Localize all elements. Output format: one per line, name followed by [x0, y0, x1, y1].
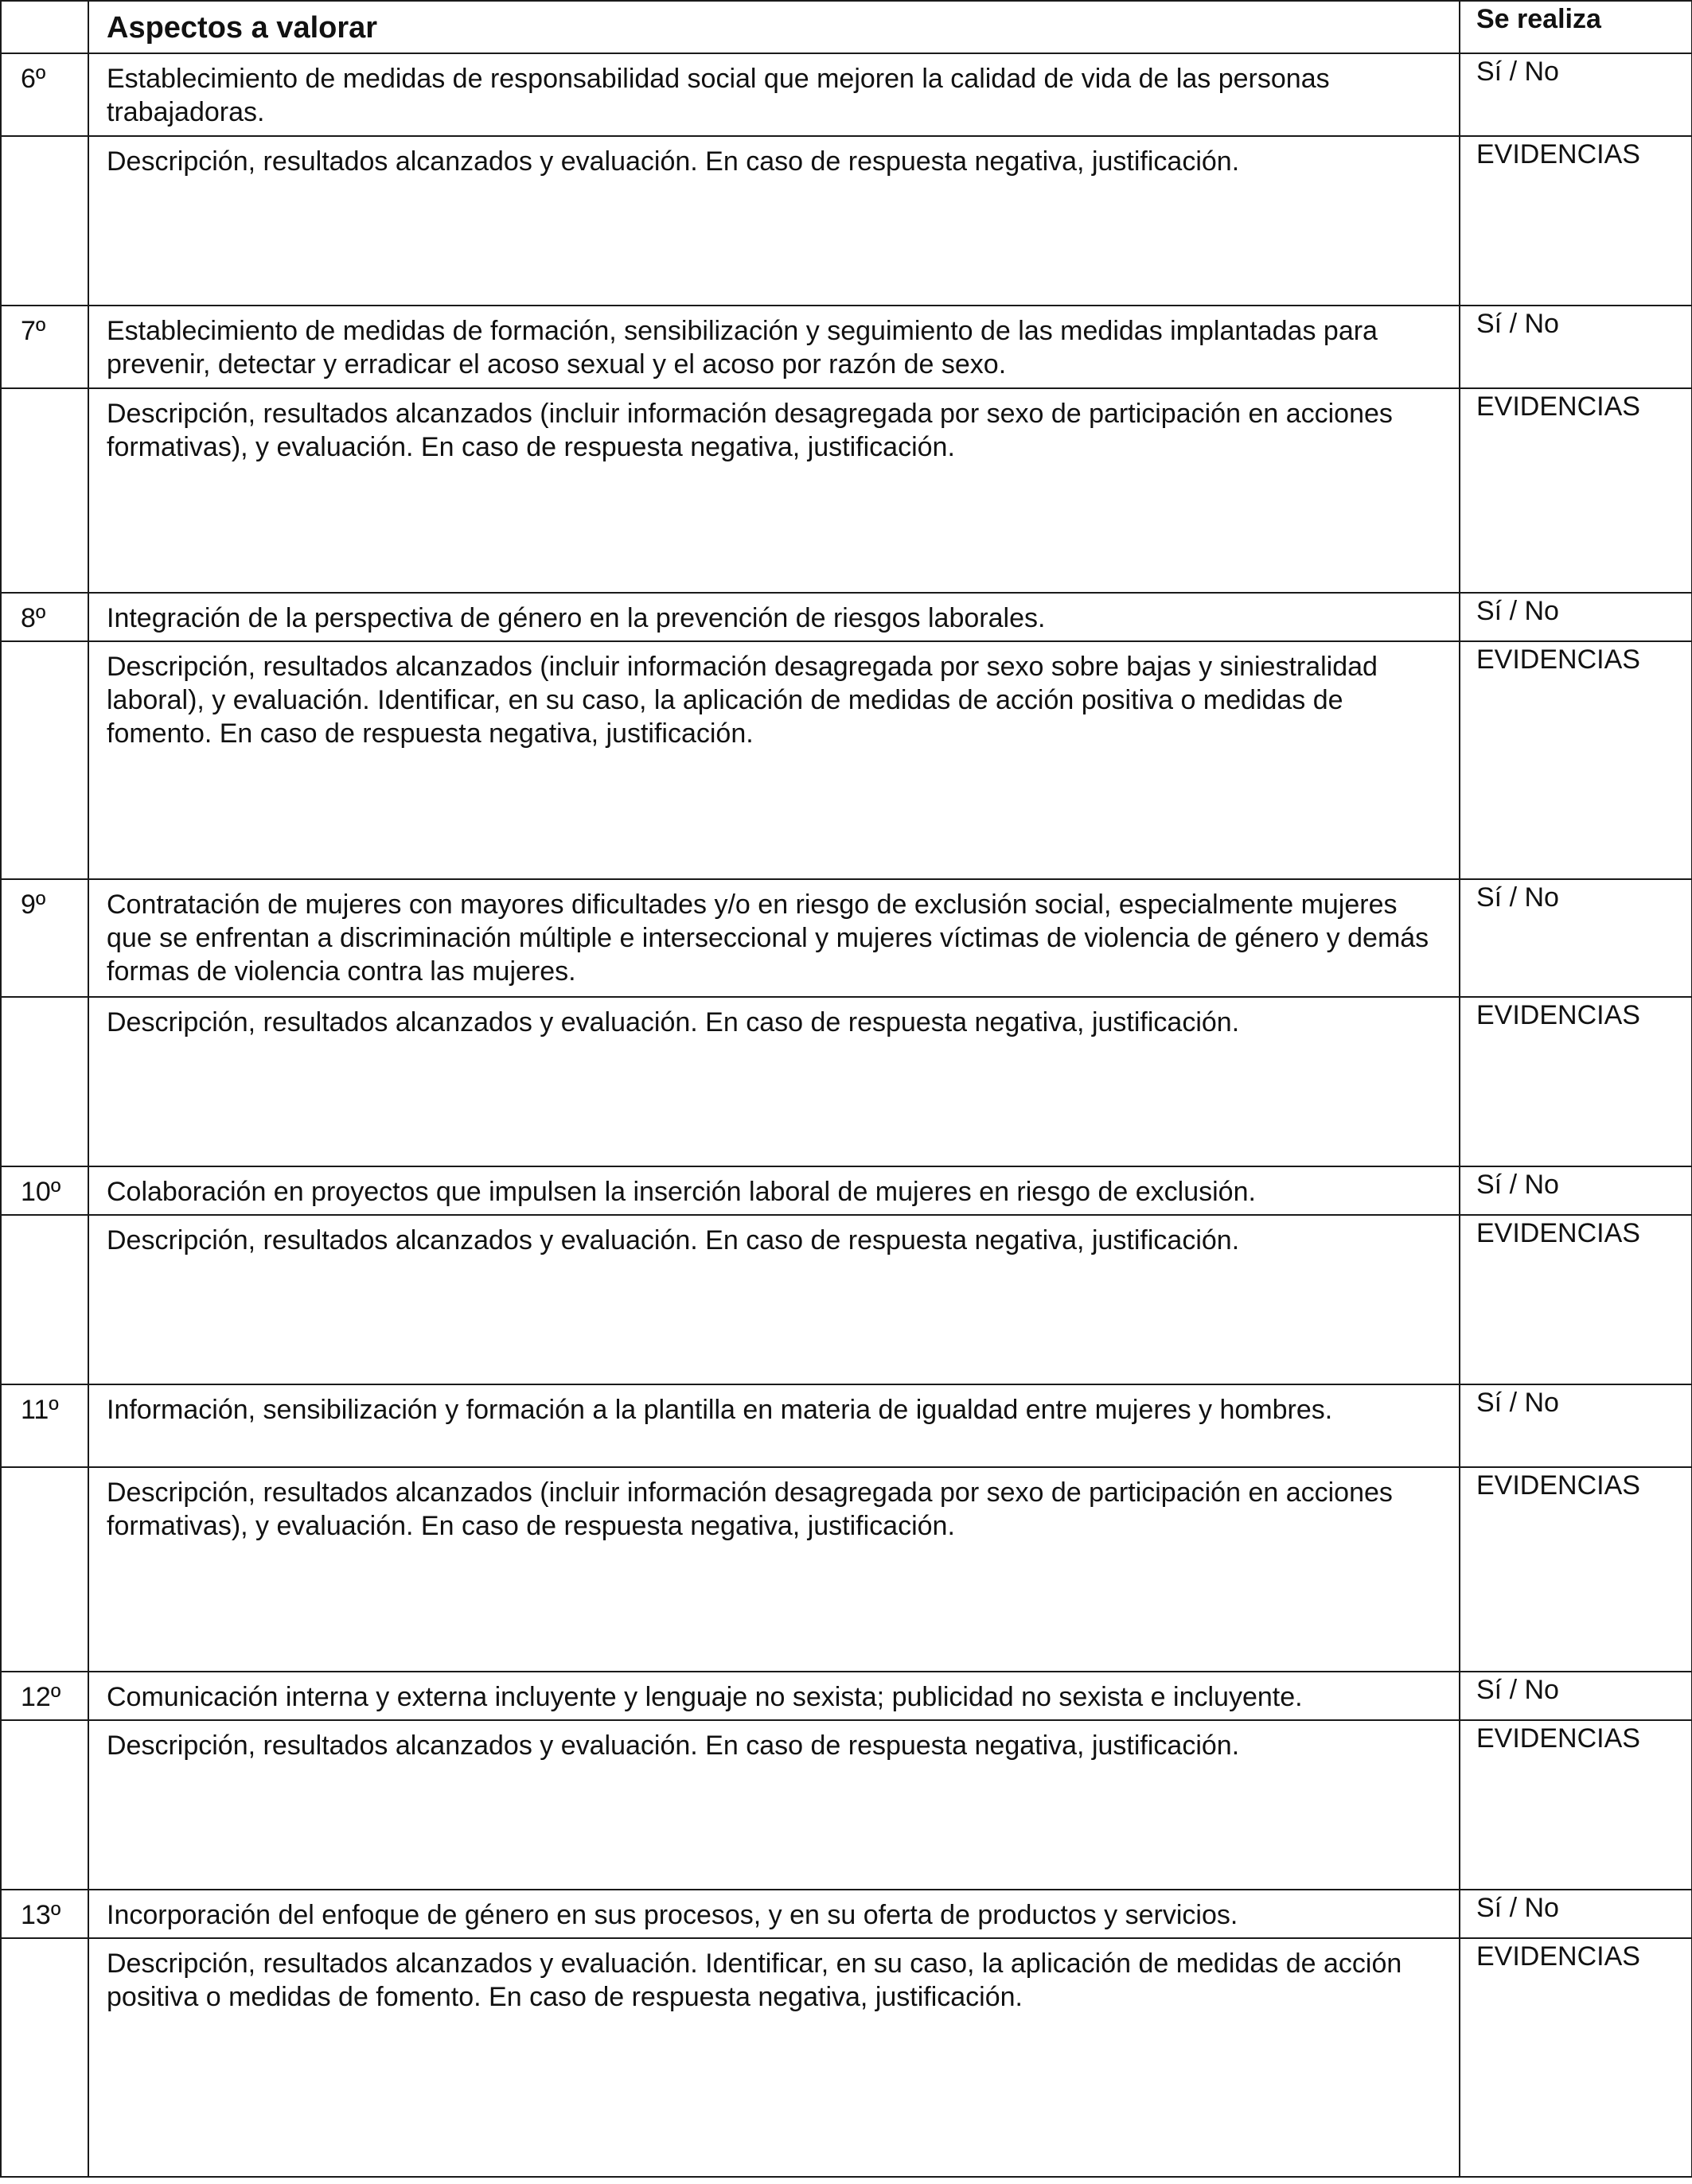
description-field[interactable]: Descripción, resultados alcanzados (incluir información desagregada por sexo sobre bajas y siniestralidad laboral), y evaluación. Identificar, en su caso, la aplicación de medidas de acción positiva o medidas de fomento. En caso de respuesta negativa, justificación.: [88, 641, 1460, 879]
description-row: [1, 1938, 1692, 2177]
yes-no-field[interactable]: Sí / No: [1460, 593, 1692, 641]
evidence-field[interactable]: EVIDENCIAS: [1460, 1938, 1692, 2177]
evidence-field[interactable]: EVIDENCIAS: [1460, 997, 1692, 1166]
aspect-row: [1, 879, 1692, 997]
description-field[interactable]: Descripción, resultados alcanzados y evaluación. En caso de respuesta negativa, justificación.: [88, 136, 1460, 306]
empty-number-cell: [1, 641, 88, 879]
yes-no-field[interactable]: Sí / No: [1460, 879, 1692, 997]
item-number: 9º: [1, 879, 88, 997]
aspect-text: Contratación de mujeres con mayores dificultades y/o en riesgo de exclusión social, especialmente mujeres que se enfrentan a discriminación múltiple e interseccional y mujeres víctimas de violencia de género y demás formas de violencia contra las mujeres.: [88, 879, 1460, 997]
item-number: 12º: [1, 1672, 88, 1720]
header-done-cell: Se realiza: [1460, 1, 1692, 53]
item-number: 8º: [1, 593, 88, 641]
aspect-text: Incorporación del enfoque de género en sus procesos, y en su oferta de productos y servicios.: [88, 1890, 1460, 1938]
item-number: 10º: [1, 1166, 88, 1215]
description-field[interactable]: Descripción, resultados alcanzados y evaluación. En caso de respuesta negativa, justificación.: [88, 1720, 1460, 1890]
item-number: 13º: [1, 1890, 88, 1938]
yes-no-field[interactable]: Sí / No: [1460, 53, 1692, 136]
evidence-field[interactable]: EVIDENCIAS: [1460, 1215, 1692, 1384]
description-field[interactable]: Descripción, resultados alcanzados y evaluación. En caso de respuesta negativa, justificación.: [88, 997, 1460, 1166]
description-field[interactable]: Descripción, resultados alcanzados (incluir información desagregada por sexo de participación en acciones formativas), y evaluación. En caso de respuesta negativa, justificación.: [88, 1467, 1460, 1672]
description-field[interactable]: Descripción, resultados alcanzados y evaluación. Identificar, en su caso, la aplicación de medidas de acción positiva o medidas de fomento. En caso de respuesta negativa, justificación.: [88, 1938, 1460, 2177]
item-number: 7º: [1, 306, 88, 388]
aspect-text: Información, sensibilización y formación a la plantilla en materia de igualdad entre mujeres y hombres.: [88, 1384, 1460, 1467]
item-number: 11º: [1, 1384, 88, 1467]
aspect-text: Establecimiento de medidas de responsabilidad social que mejoren la calidad de vida de las personas trabajadoras.: [88, 53, 1460, 136]
description-row: [1, 1720, 1692, 1890]
yes-no-field[interactable]: Sí / No: [1460, 1672, 1692, 1720]
aspect-row: [1, 1890, 1692, 1938]
description-row: [1, 1467, 1692, 1672]
empty-number-cell: [1, 1938, 88, 2177]
description-row: [1, 997, 1692, 1166]
aspect-row: [1, 306, 1692, 388]
evidence-field[interactable]: EVIDENCIAS: [1460, 641, 1692, 879]
description-row: [1, 388, 1692, 593]
description-row: [1, 1215, 1692, 1384]
aspect-row: [1, 53, 1692, 136]
evidence-field[interactable]: EVIDENCIAS: [1460, 388, 1692, 593]
evidence-field[interactable]: EVIDENCIAS: [1460, 1720, 1692, 1890]
aspect-row: [1, 1672, 1692, 1720]
item-number: 6º: [1, 53, 88, 136]
description-field[interactable]: Descripción, resultados alcanzados y evaluación. En caso de respuesta negativa, justificación.: [88, 1215, 1460, 1384]
empty-number-cell: [1, 136, 88, 306]
description-row: [1, 136, 1692, 306]
description-row: [1, 641, 1692, 879]
yes-no-field[interactable]: Sí / No: [1460, 306, 1692, 388]
header-number-cell: [1, 1, 88, 53]
aspect-row: [1, 1384, 1692, 1467]
evidence-field[interactable]: EVIDENCIAS: [1460, 136, 1692, 306]
empty-number-cell: [1, 1720, 88, 1890]
aspect-row: [1, 1166, 1692, 1215]
empty-number-cell: [1, 388, 88, 593]
yes-no-field[interactable]: Sí / No: [1460, 1166, 1692, 1215]
description-field[interactable]: Descripción, resultados alcanzados (incluir información desagregada por sexo de participación en acciones formativas), y evaluación. En caso de respuesta negativa, justificación.: [88, 388, 1460, 593]
empty-number-cell: [1, 1215, 88, 1384]
empty-number-cell: [1, 1467, 88, 1672]
aspect-text: Comunicación interna y externa incluyente y lenguaje no sexista; publicidad no sexista e incluyente.: [88, 1672, 1460, 1720]
aspect-row: [1, 593, 1692, 641]
aspect-text: Colaboración en proyectos que impulsen la inserción laboral de mujeres en riesgo de exclusión.: [88, 1166, 1460, 1215]
evidence-field[interactable]: EVIDENCIAS: [1460, 1467, 1692, 1672]
aspect-text: Integración de la perspectiva de género en la prevención de riesgos laborales.: [88, 593, 1460, 641]
aspect-text: Establecimiento de medidas de formación, sensibilización y seguimiento de las medidas implantadas para prevenir, detectar y erradicar el acoso sexual y el acoso por razón de sexo.: [88, 306, 1460, 388]
yes-no-field[interactable]: Sí / No: [1460, 1384, 1692, 1467]
yes-no-field[interactable]: Sí / No: [1460, 1890, 1692, 1938]
header-aspect-cell: Aspectos a valorar: [88, 1, 1460, 53]
header-row: [1, 1, 1692, 53]
empty-number-cell: [1, 997, 88, 1166]
